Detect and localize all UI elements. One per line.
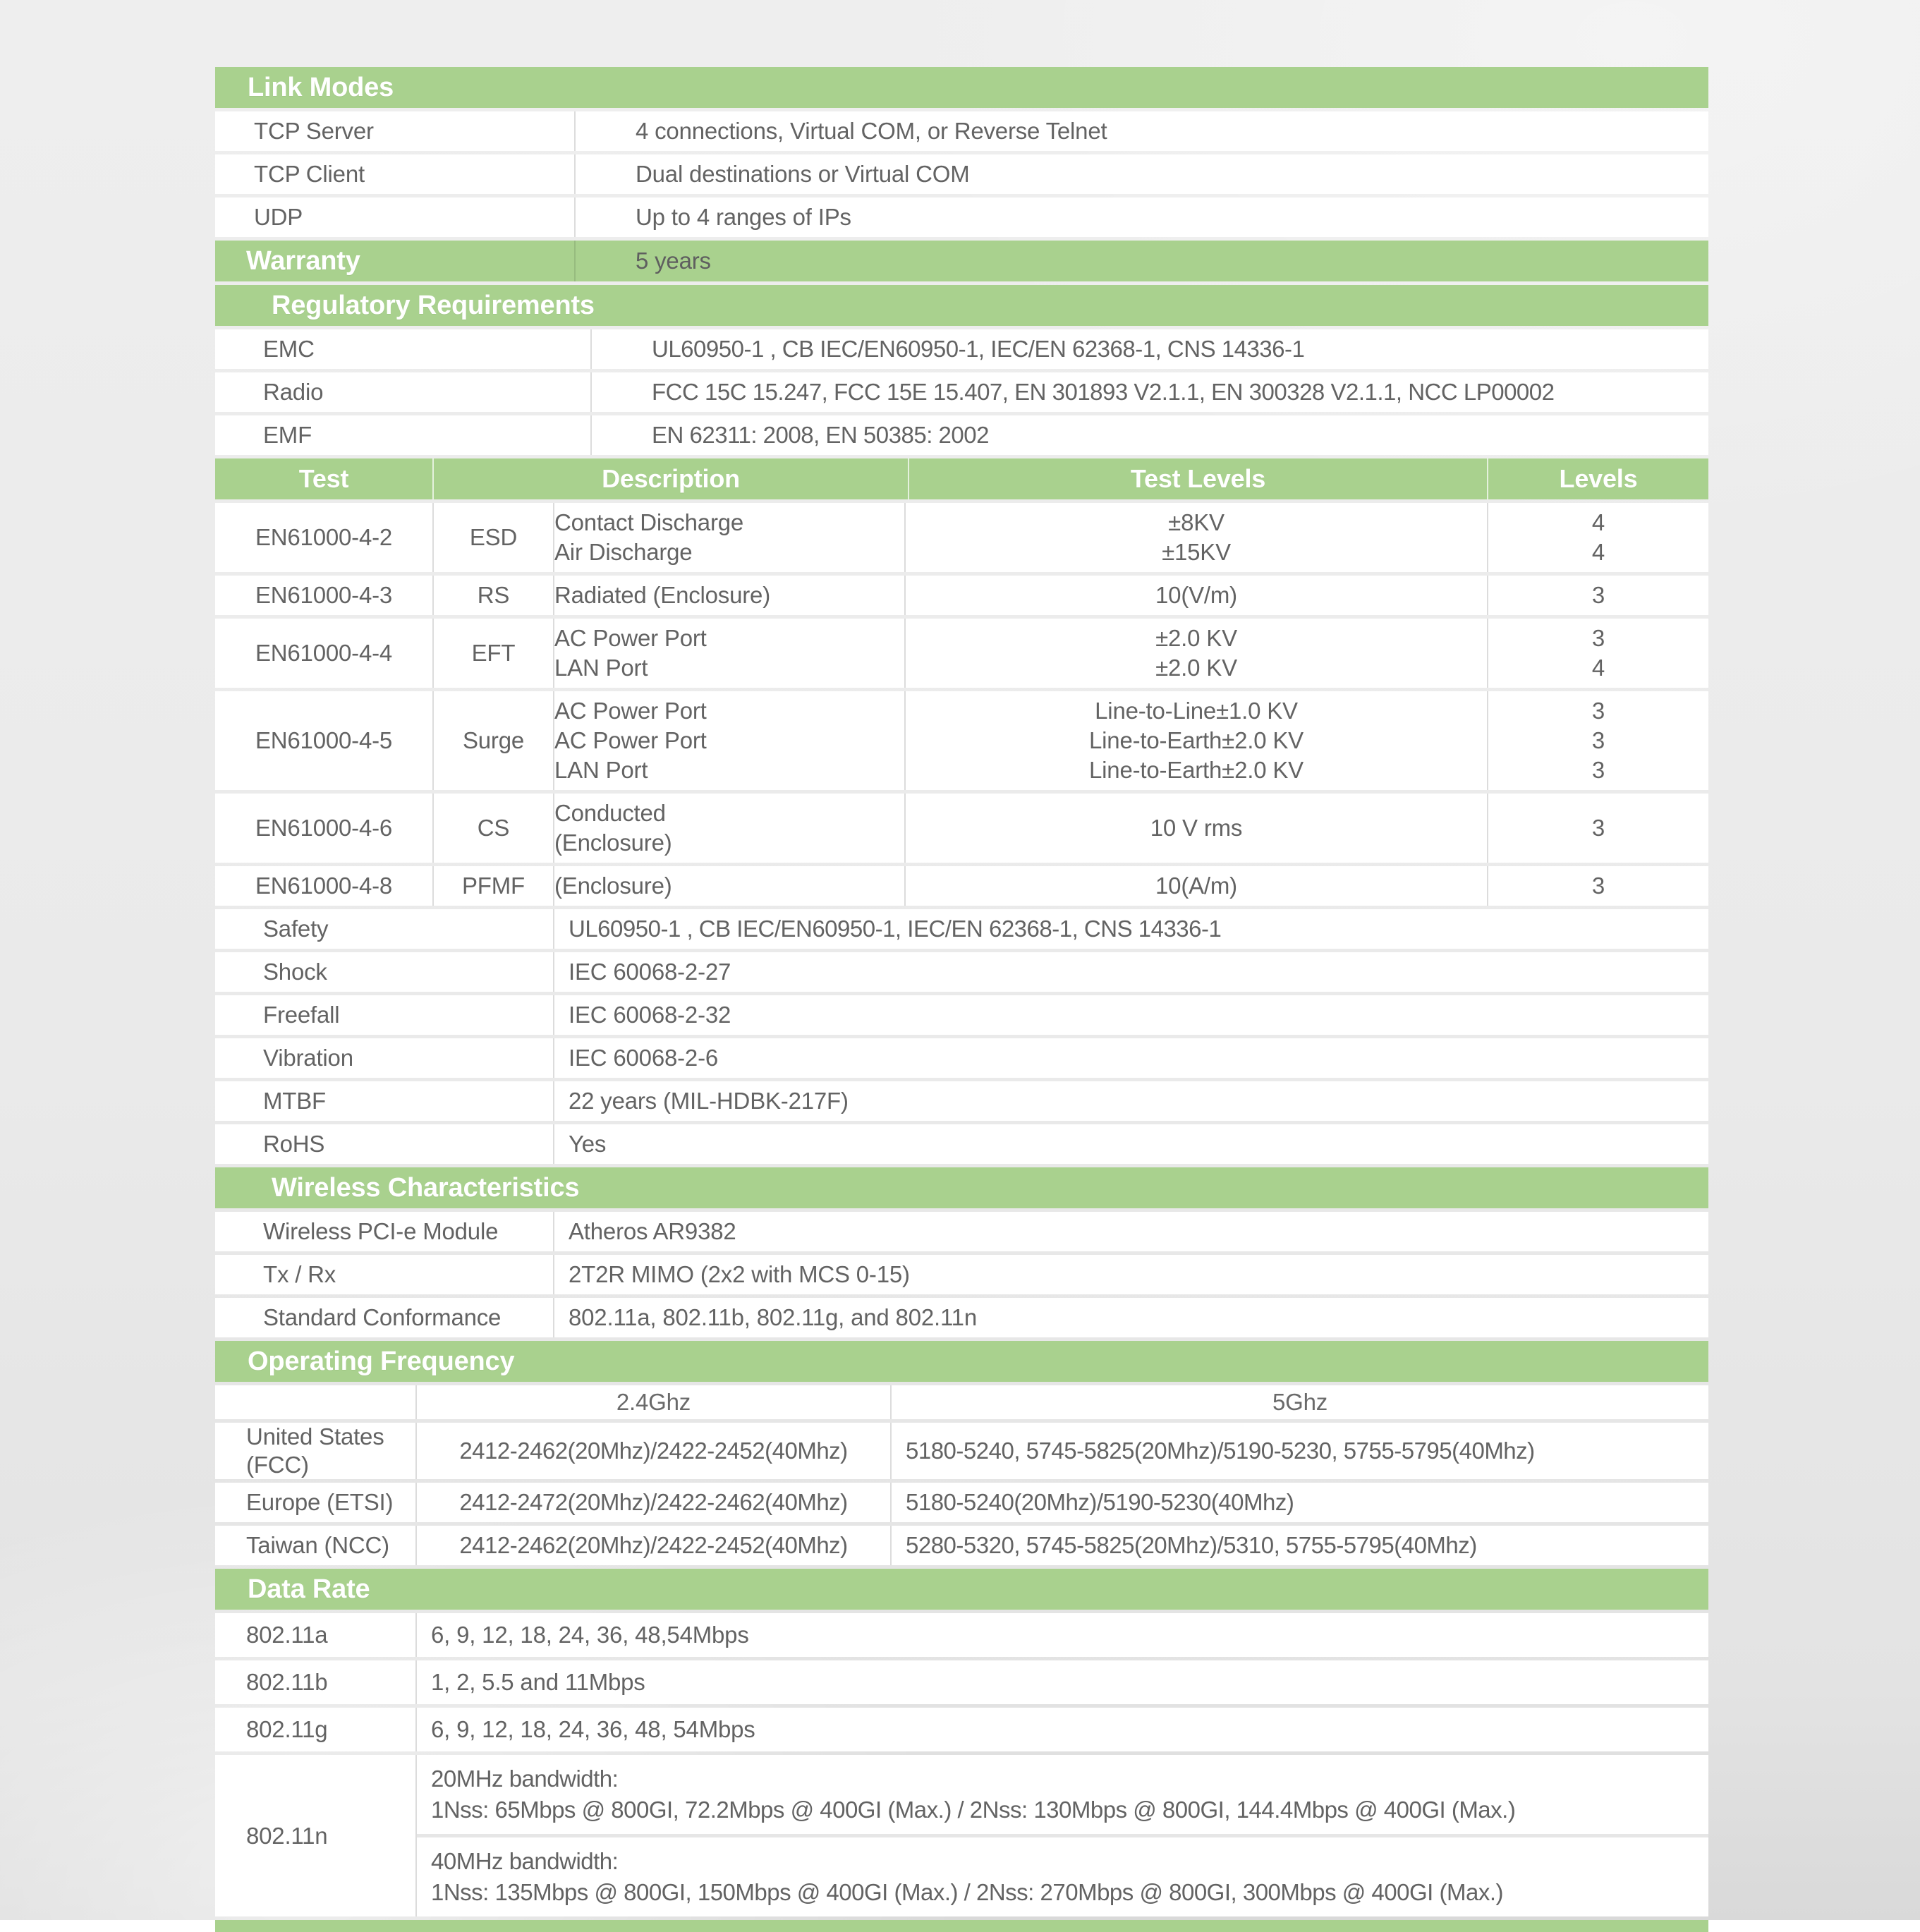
test-level-grades: 3 4: [1591, 625, 1605, 681]
test-description: (Enclosure): [554, 866, 906, 906]
region-label: Europe (ETSI): [215, 1483, 417, 1522]
rate-value-40mhz: 40MHz bandwidth: 1Nss: 135Mbps @ 800GI, 150Mbps @ 400GI (Max.) / 2Nss: 270Mbps @ 800GI, 300Mbps @ 400GI (Max.): [417, 1834, 1708, 1916]
spec-label: Standard Conformance: [215, 1298, 554, 1337]
frequency-row: [215, 1483, 1708, 1522]
band-header-empty: [215, 1385, 417, 1419]
test-levels-values: 10(V/m): [906, 576, 1488, 615]
test-description: Contact Discharge Air Discharge: [554, 503, 906, 572]
spec-label: EMF: [215, 415, 592, 455]
test-levels-values: 10 V rms: [906, 794, 1488, 863]
spec-value: IEC 60068-2-32: [569, 1002, 731, 1028]
column-header-description: Description: [434, 458, 909, 499]
test-abbr: CS: [434, 794, 554, 863]
section-title: Regulatory Requirements: [272, 290, 595, 320]
column-header-test-levels: Test Levels: [909, 458, 1488, 499]
table-row: [215, 329, 1708, 369]
table-row: [215, 415, 1708, 455]
data-rate-row-802-11n: [215, 1755, 1708, 1916]
spec-value: 5 years: [636, 248, 711, 274]
spec-value: IEC 60068-2-27: [569, 959, 731, 985]
table-row: [215, 198, 1708, 237]
test-description: AC Power Port LAN Port: [554, 619, 906, 688]
section-header-operating-frequency: [215, 1341, 1708, 1382]
standard-label: 802.11a: [215, 1613, 417, 1657]
spec-label: UDP: [215, 198, 576, 237]
test-description: Radiated (Enclosure): [554, 576, 906, 615]
data-rate-row: [215, 1660, 1708, 1704]
table-row: [215, 1255, 1708, 1294]
band-5-value: 5280-5320, 5745-5825(20Mhz)/5310, 5755-5795(40Mhz): [906, 1532, 1477, 1558]
table-row: [215, 952, 1708, 992]
spec-value: EN 62311: 2008, EN 50385: 2002: [652, 422, 989, 448]
band-2-4-value: 2412-2472(20Mhz)/2422-2462(40Mhz): [417, 1483, 892, 1522]
test-table-row: [215, 866, 1708, 906]
table-row: [215, 1081, 1708, 1121]
spec-value: 4 connections, Virtual COM, or Reverse Telnet: [636, 118, 1107, 144]
test-table-row: [215, 691, 1708, 790]
table-row: [215, 1212, 1708, 1251]
spec-sheet-table: [215, 67, 1708, 1932]
test-abbr: RS: [434, 576, 554, 615]
standard-label: 802.11b: [215, 1660, 417, 1704]
spec-value: FCC 15C 15.247, FCC 15E 15.407, EN 301893 V2.1.1, EN 300328 V2.1.1, NCC LP00002: [652, 379, 1555, 405]
section-header-wireless-characteristics: [215, 1167, 1708, 1208]
test-level-grades: 3 3 3: [1591, 698, 1605, 783]
test-levels-values: ±2.0 KV ±2.0 KV: [906, 619, 1488, 688]
test-abbr: EFT: [434, 619, 554, 688]
spec-value: IEC 60068-2-6: [569, 1045, 719, 1071]
section-title: Data Rate: [248, 1574, 370, 1604]
band-2-4-value: 2412-2462(20Mhz)/2422-2452(40Mhz): [417, 1423, 892, 1479]
test-code: EN61000-4-3: [215, 576, 434, 615]
test-level-grades: 3: [1591, 815, 1605, 841]
section-header-link-modes: [215, 67, 1708, 108]
standard-label: 802.11n: [215, 1755, 417, 1916]
section-title: Link Modes: [248, 72, 394, 102]
spec-value: 802.11a, 802.11b, 802.11g, and 802.11n: [569, 1304, 977, 1330]
spec-label: TCP Client: [215, 154, 576, 194]
band-5-value: 5180-5240, 5745-5825(20Mhz)/5190-5230, 5755-5795(40Mhz): [906, 1438, 1535, 1464]
spec-value: UL60950-1 , CB IEC/EN60950-1, IEC/EN 62368-1, CNS 14336-1: [652, 336, 1305, 362]
spec-value: UL60950-1 , CB IEC/EN60950-1, IEC/EN 62368-1, CNS 14336-1: [569, 916, 1222, 942]
spec-label: Radio: [215, 372, 592, 412]
spec-value: Dual destinations or Virtual COM: [636, 161, 970, 187]
test-description: AC Power Port AC Power Port LAN Port: [554, 691, 906, 790]
test-levels-values: ±8KV ±15KV: [906, 503, 1488, 572]
spec-label: EMC: [215, 329, 592, 369]
test-table-row: [215, 619, 1708, 688]
test-abbr: PFMF: [434, 866, 554, 906]
test-description: Conducted (Enclosure): [554, 794, 906, 863]
spec-label: Shock: [215, 952, 554, 992]
band-5-value: 5180-5240(20Mhz)/5190-5230(40Mhz): [906, 1489, 1294, 1515]
band-header-row: [215, 1385, 1708, 1419]
spec-label: TCP Server: [215, 111, 576, 151]
spec-value: Yes: [569, 1131, 607, 1157]
section-title: Operating Frequency: [248, 1346, 515, 1376]
test-abbr: ESD: [434, 503, 554, 572]
test-code: EN61000-4-4: [215, 619, 434, 688]
warranty-row: [215, 241, 1708, 281]
band-header-2-4ghz: 2.4Ghz: [417, 1385, 892, 1419]
column-header-levels: Levels: [1559, 464, 1638, 493]
band-2-4-value: 2412-2462(20Mhz)/2422-2452(40Mhz): [417, 1526, 892, 1565]
test-level-grades: 3: [1591, 873, 1605, 899]
test-code: EN61000-4-8: [215, 866, 434, 906]
section-title: Wireless Characteristics: [272, 1172, 580, 1203]
table-row: [215, 1124, 1708, 1164]
spec-value: 2T2R MIMO (2x2 with MCS 0-15): [569, 1261, 910, 1287]
test-code: EN61000-4-6: [215, 794, 434, 863]
spec-label: Vibration: [215, 1038, 554, 1078]
table-row: [215, 995, 1708, 1035]
test-table-header: [215, 458, 1708, 499]
test-levels-values: Line-to-Line±1.0 KV Line-to-Earth±2.0 KV Line-to-Earth±2.0 KV: [906, 691, 1488, 790]
rate-value: 6, 9, 12, 18, 24, 36, 48,54Mbps: [431, 1622, 749, 1648]
column-header-test: Test: [215, 458, 434, 499]
test-code: EN61000-4-5: [215, 691, 434, 790]
rate-value: 1, 2, 5.5 and 11Mbps: [431, 1669, 645, 1695]
frequency-row: [215, 1423, 1708, 1479]
spec-label: MTBF: [215, 1081, 554, 1121]
test-table-row: [215, 576, 1708, 615]
table-row: [215, 372, 1708, 412]
test-level-grades: 3: [1591, 582, 1605, 608]
data-rate-row: [215, 1708, 1708, 1751]
spec-label: RoHS: [215, 1124, 554, 1164]
table-row: [215, 111, 1708, 151]
region-label: United States (FCC): [215, 1423, 417, 1479]
table-row: [215, 154, 1708, 194]
section-header-regulatory-requirements: [215, 285, 1708, 326]
standard-label: 802.11g: [215, 1708, 417, 1751]
rate-value: 6, 9, 12, 18, 24, 36, 48, 54Mbps: [431, 1716, 755, 1742]
rate-value-20mhz: 20MHz bandwidth: 1Nss: 65Mbps @ 800GI, 72.2Mbps @ 400GI (Max.) / 2Nss: 130Mbps @ 800GI, 144.4Mbps @ 400GI (Max.): [431, 1766, 1516, 1823]
data-rate-row: [215, 1613, 1708, 1657]
table-row: [215, 909, 1708, 949]
test-levels-values: 10(A/m): [906, 866, 1488, 906]
spec-label: Tx / Rx: [215, 1255, 554, 1294]
spec-value: 22 years (MIL-HDBK-217F): [569, 1088, 849, 1114]
test-table-row: [215, 794, 1708, 863]
table-bottom-accent-bar: [215, 1920, 1708, 1932]
test-code: EN61000-4-2: [215, 503, 434, 572]
spec-label: Warranty: [215, 241, 576, 281]
table-row: [215, 1298, 1708, 1337]
frequency-row: [215, 1526, 1708, 1565]
spec-value: Atheros AR9382: [569, 1218, 736, 1244]
spec-value: Up to 4 ranges of IPs: [636, 204, 851, 230]
table-row: [215, 1038, 1708, 1078]
test-table-row: [215, 503, 1708, 572]
spec-label: Freefall: [215, 995, 554, 1035]
test-level-grades: 4 4: [1591, 509, 1605, 565]
band-header-5ghz: 5Ghz: [1272, 1389, 1328, 1415]
section-header-data-rate: [215, 1569, 1708, 1610]
spec-label: Wireless PCI-e Module: [215, 1212, 554, 1251]
spec-label: Safety: [215, 909, 554, 949]
test-abbr: Surge: [434, 691, 554, 790]
region-label: Taiwan (NCC): [215, 1526, 417, 1565]
